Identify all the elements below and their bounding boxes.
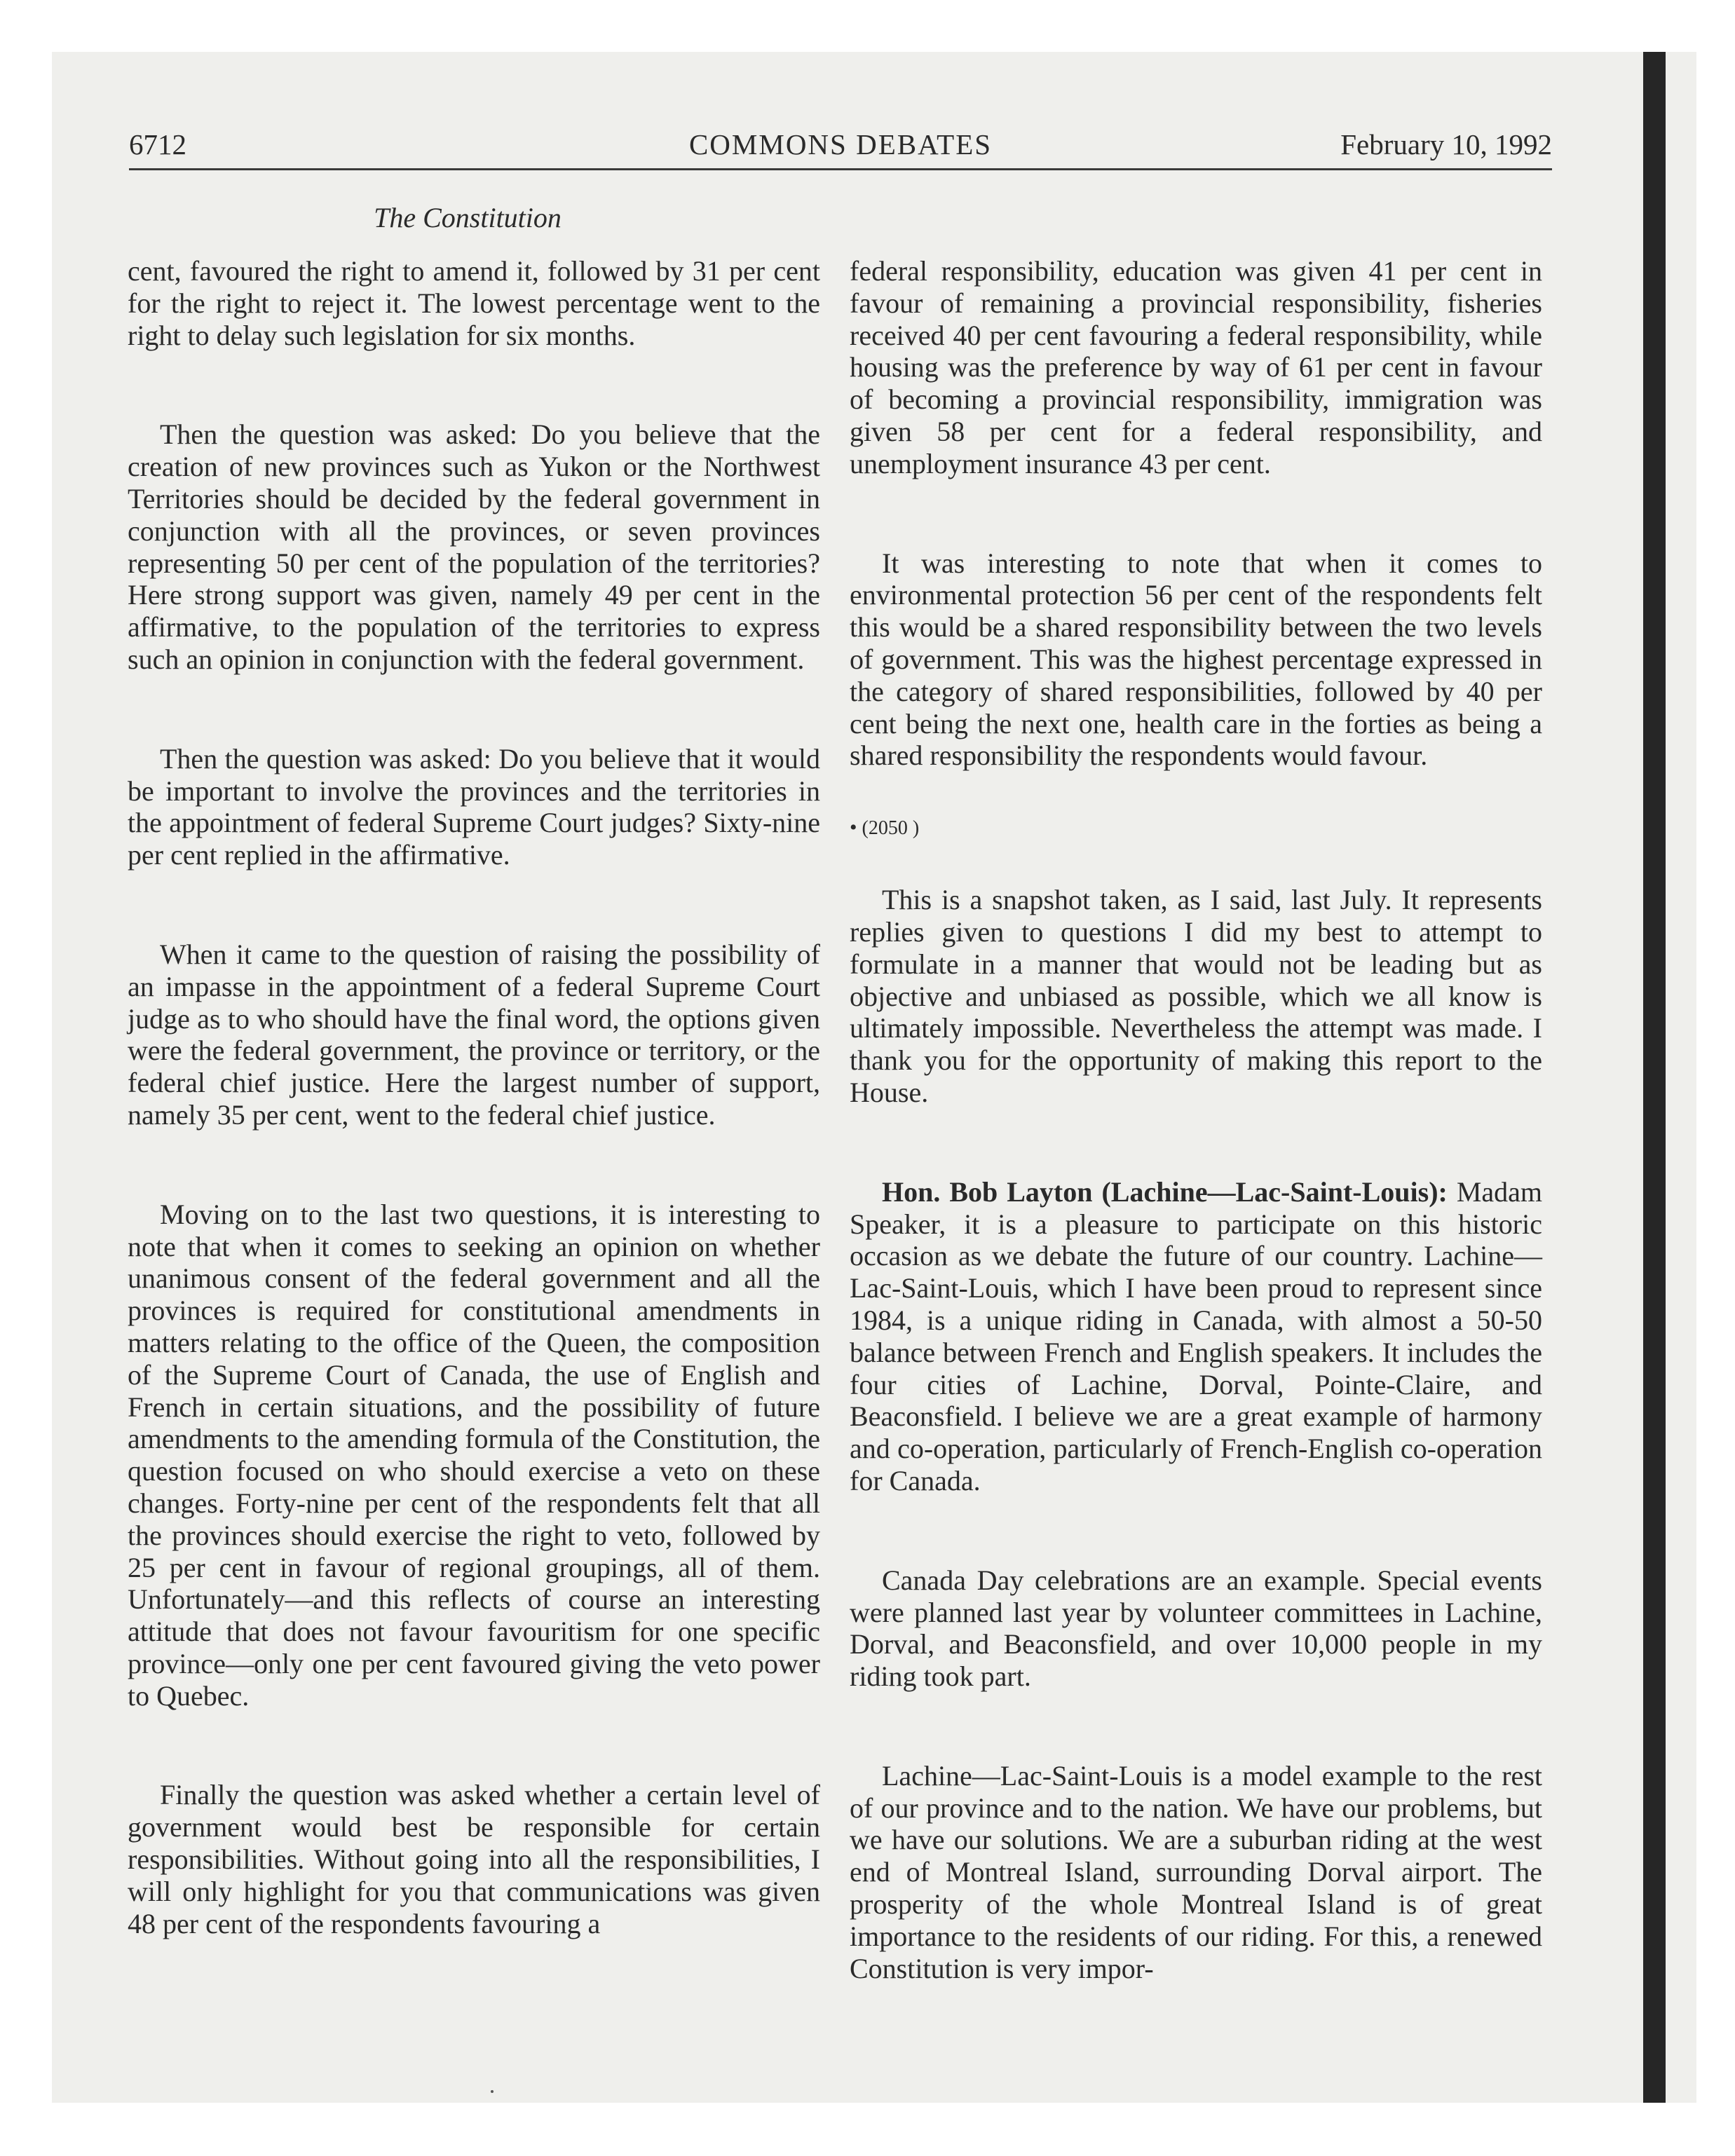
paragraph: Then the question was asked: Do you believe that it would be important to involve the provinces and the territories in the appointment of federal Supreme Court judges? Sixty-nine per cent replied in the affirmative. [128,742,820,871]
paragraph-gap [128,871,820,939]
bullet-icon: • [850,816,857,840]
paragraph: federal responsibility, education was given 41 per cent in favour of remaining a provincial responsibility, fisheries received 40 per cent favouring a federal responsibility, while housing was the preference by way of 61 per cent in favour of becoming a provincial responsibility, immigration was given 58 per cent for a federal responsibility, and unemployment insurance 43 per cent. [850,255,1542,479]
paragraph: Moving on to the last two questions, it is interesting to note that when it comes to seeking an opinion on whether unanimous consent of the federal government and all the provinces is required for constitutional amendments in matters relating to the office of the Queen, the composition of the Supreme Court of Canada, the use of English and French in certain situations, and the possibility of future amendments to the amending formula of the Constitution, the question focused on who should exercise a veto on these changes. Forty-nine per cent of the respondents felt that all the provinces should exercise the right to veto, followed by 25 per cent in favour of regional groupings, all of them. Unfortunately—and this reflects of course an interesting attitude that does not favour favouritism for one specific province—only one per cent favoured giving the veto power to Quebec. [128,1198,820,1712]
binding-edge [1643,52,1666,2103]
paragraph-gap [850,842,1542,884]
journal-title: COMMONS DEBATES [688,128,993,161]
right-column [850,255,1542,1984]
scan-speck [491,2090,494,2093]
paragraph-gap [850,1109,1542,1176]
speech-text: Madam Speaker, it is a pleasure to participate on this historic occasion as we debate the future of our country. Lachine—Lac-Saint-Louis, which I have been proud to represent since 1984, is a unique riding in Canada, with almost a 50-50 balance between French and English speakers. It includes the four cities of Lachine, Dorval, Pointe-Claire, and Beaconsfield. I believe we are a great example of harmony and co-operation, particularly of French-English co-operation for Canada. [850,1175,1543,1496]
speaker-name: Hon. Bob Layton (Lachine—Lac-Saint-Louis): [882,1175,1448,1208]
paragraph-gap [128,351,820,418]
paragraph-gap [128,1712,820,1779]
paragraph-gap [850,772,1542,814]
paragraph: It was interesting to note that when it comes to environmental protection 56 per cent of the respondents felt this would be a shared responsibility between the two levels of government. This was the highest percentage expressed in the category of shared responsibilities, followed by 40 per cent being the next one, health care in the forties as being a shared responsibility the respondents would favour. [850,547,1542,772]
speaker-paragraph [850,1176,1542,1497]
time-marker-text: (2050 ) [862,817,920,840]
paragraph: This is a snapshot taken, as I said, last July. It represents replies given to questions I did my best to attempt to formulate in a manner that would not be leading but as objective and unbiased as possible, which we all know is ultimately impossible. Nevertheless the attempt was made. I thank you for the opportunity of making this report to the House. [850,884,1542,1108]
page-header [129,128,1552,170]
paragraph: Canada Day celebrations are an example. Special events were planned last year by volunteer committees in Lachine, Dorval, and Beaconsfield, and over 10,000 people in my riding took part. [850,1564,1542,1693]
paragraph-gap [850,1693,1542,1760]
header-rule [129,168,1552,170]
paragraph: Finally the question was asked whether a certain level of government would best be responsible for certain responsibilities. Without going into all the responsibilities, I will only highlight for you that communications was given 48 per cent of the respondents favouring a [128,1779,820,1939]
paragraph-gap [850,480,1542,547]
page-number: 6712 [129,128,186,161]
paragraph: Then the question was asked: Do you believe that the creation of new provinces such as Yukon or the Northwest Territories should be decided by the federal government in conjunction with all the provinces, or seven provinces representing 50 per cent of the population of the territories? Here strong support was given, namely 49 per cent in the affirmative, to the population of the territories to express such an opinion in conjunction with the federal government. [128,418,820,675]
paragraph: cent, favoured the right to amend it, followed by 31 per cent for the right to reject it. The lowest percentage went to the right to delay such legislation for six months. [128,255,820,351]
paragraph-gap [128,1131,820,1199]
section-title: The Constitution [374,202,562,233]
header-date: February 10, 1992 [1340,128,1552,161]
paragraph-gap [128,676,820,743]
time-marker [850,814,1542,842]
left-column [128,255,820,1939]
paragraph: Lachine—Lac-Saint-Louis is a model example to the rest of our province and to the nation. We have our problems, but we have our solutions. We are a suburban riding at the west end of Montreal Island, surrounding Dorval airport. The prosperity of the whole Montreal Island is of great importance to the residents of our riding. For this, a renewed Constitution is very impor- [850,1759,1542,1984]
paragraph: When it came to the question of raising the possibility of an impasse in the appointment of a federal Supreme Court judge as to who should have the final word, the options given were the federal government, the province or territory, or the federal chief justice. Here the largest number of support, namely 35 per cent, went to the federal chief justice. [128,938,820,1131]
paragraph-gap [850,1497,1542,1564]
